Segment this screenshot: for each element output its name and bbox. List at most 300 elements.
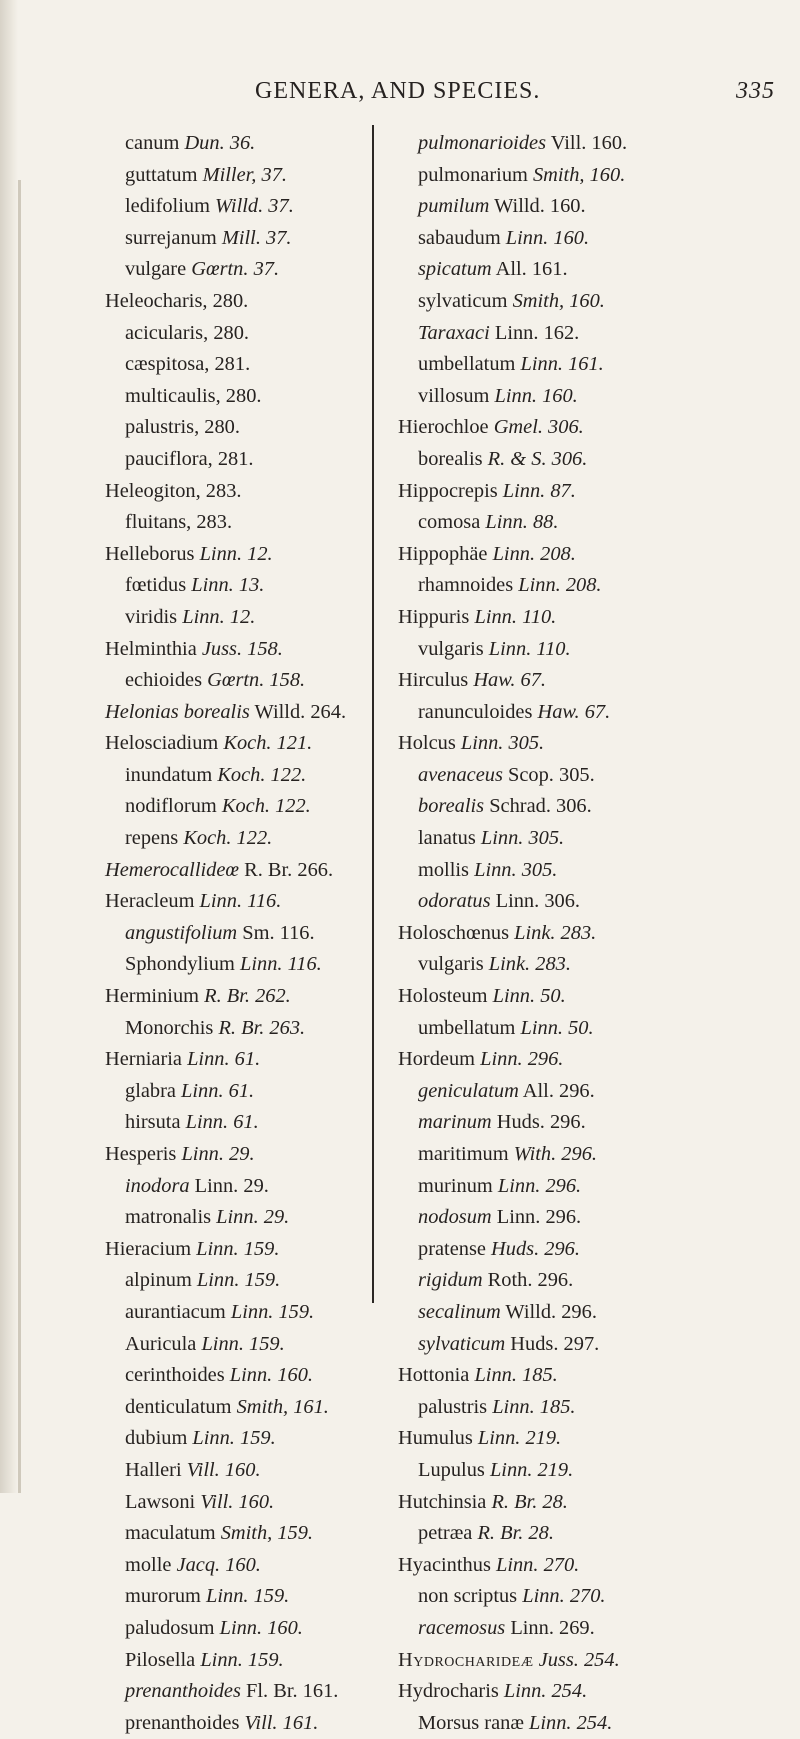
entry-name: acicularis, 280. <box>125 321 249 344</box>
genus-entry <box>398 1423 728 1455</box>
genus-entry <box>105 286 435 318</box>
species-entry <box>398 1234 728 1266</box>
entry-name: surrejanum <box>125 226 217 249</box>
entry-name: petræa <box>418 1522 473 1545</box>
entry-reference: Linn. 159. <box>200 1585 290 1608</box>
entry-name: Holcus <box>398 732 456 755</box>
entry-name: Herminium <box>105 985 200 1008</box>
species-entry <box>105 665 435 697</box>
entry-name: umbellatum <box>418 1016 516 1039</box>
species-entry <box>105 1581 435 1613</box>
species-entry <box>105 1550 435 1582</box>
entry-reference: Linn. 159. <box>225 1300 315 1323</box>
entry-name: pulmonarium <box>418 163 528 186</box>
species-entry <box>398 791 728 823</box>
entry-reference: Linn. 254. <box>498 1680 588 1703</box>
entry-reference: Huds. 297. <box>505 1332 600 1355</box>
entry-name: Humulus <box>398 1427 473 1450</box>
entry-reference: Gmel. 306. <box>488 416 584 439</box>
genus-entry <box>105 1234 435 1266</box>
entry-name: Holoschœnus <box>398 921 510 944</box>
page-number: 335 <box>736 78 775 104</box>
species-entry <box>105 1645 435 1677</box>
entry-name: Auricula <box>125 1332 197 1355</box>
entry-reference: Fl. Br. 161. <box>240 1680 339 1703</box>
species-entry <box>398 1107 728 1139</box>
entry-name: Heracleum <box>105 890 195 913</box>
species-entry <box>398 349 728 381</box>
entry-name: Monorchis <box>125 1016 214 1039</box>
entry-reference: Smith, 160. <box>527 163 626 186</box>
entry-name: echioides <box>125 669 203 692</box>
species-entry <box>398 1708 728 1739</box>
entry-name: Halleri <box>125 1458 182 1481</box>
entry-reference: R. & S. 306. <box>482 447 588 470</box>
entry-reference: Linn. 269. <box>505 1616 595 1639</box>
entry-name: molle <box>125 1553 172 1576</box>
entry-reference: Vill. 161. <box>239 1711 319 1734</box>
entry-reference: Schrad. 306. <box>484 795 592 818</box>
entry-name: inundatum <box>125 763 213 786</box>
entry-name: dubium <box>125 1427 188 1450</box>
entry-reference: Jacq. 160. <box>171 1553 261 1576</box>
entry-name: alpinum <box>125 1269 192 1292</box>
entry-name: palustris <box>418 1395 488 1418</box>
entry-name: inodora <box>125 1174 190 1197</box>
entry-reference: Linn. 12. <box>177 605 256 628</box>
entry-reference: Linn. 160. <box>500 226 590 249</box>
entry-name: rhamnoides <box>418 574 514 597</box>
species-entry <box>105 318 435 350</box>
entry-reference: Linn. 88. <box>480 511 559 534</box>
species-entry <box>398 886 728 918</box>
entry-reference: Sm. 116. <box>237 921 315 944</box>
entry-reference: R. Br. 266. <box>239 858 334 881</box>
entry-name: fluitans, 283. <box>125 511 233 534</box>
species-entry <box>398 1013 728 1045</box>
species-entry <box>398 570 728 602</box>
entry-reference: Willd. 296. <box>500 1300 597 1323</box>
entry-reference: Linn. 296. <box>475 1048 564 1071</box>
entry-name: vulgaris <box>418 953 484 976</box>
entry-reference: Linn. 270. <box>517 1585 606 1608</box>
entry-name: angustifolium <box>125 921 238 944</box>
species-entry <box>398 823 728 855</box>
species-entry <box>398 1613 728 1645</box>
entry-name: Morsus ranæ <box>418 1711 524 1734</box>
entry-reference: Link. 283. <box>509 921 597 944</box>
entry-name: lanatus <box>418 827 476 850</box>
species-entry <box>398 1171 728 1203</box>
genus-entry <box>398 412 728 444</box>
entry-reference: Linn. 305. <box>475 827 565 850</box>
entry-name: villosum <box>418 384 490 407</box>
entry-reference: Linn. 254. <box>523 1711 613 1734</box>
genus-entry <box>398 981 728 1013</box>
entry-name: repens <box>125 827 179 850</box>
species-entry <box>105 918 435 950</box>
entry-name: Hieracium <box>105 1237 192 1260</box>
entry-reference: Roth. 296. <box>482 1269 574 1292</box>
entry-name: denticulatum <box>125 1395 232 1418</box>
species-entry <box>398 1392 728 1424</box>
species-entry <box>398 634 728 666</box>
entry-name: Hemerocallideœ <box>105 858 240 881</box>
entry-reference: Smith, 161. <box>231 1395 329 1418</box>
entry-name: Hottonia <box>398 1364 470 1387</box>
genus-entry <box>105 1139 435 1171</box>
species-entry <box>105 254 435 286</box>
species-entry <box>105 1297 435 1329</box>
entry-reference: Smith, 160. <box>507 289 605 312</box>
entry-reference: Linn. 61. <box>175 1079 255 1102</box>
entry-name: Hesperis <box>105 1143 177 1165</box>
entry-name: maculatum <box>125 1522 216 1545</box>
species-entry <box>398 1297 728 1329</box>
species-entry <box>105 1423 435 1455</box>
entry-reference: Linn. 159. <box>187 1427 276 1450</box>
species-entry <box>105 1202 435 1234</box>
species-entry <box>105 223 435 255</box>
species-entry <box>398 318 728 350</box>
entry-reference: R. Br. 28. <box>486 1490 568 1513</box>
entry-reference: Gœrtn. 158. <box>202 669 306 692</box>
entry-reference: Linn. 50. <box>515 1016 594 1039</box>
genus-entry <box>398 665 728 697</box>
entry-reference: Dun. 36. <box>179 132 256 154</box>
species-entry <box>105 507 435 539</box>
entry-name: Hierochloe <box>398 416 489 439</box>
genus-entry <box>398 918 728 950</box>
entry-name: cerinthoides <box>125 1364 225 1387</box>
entry-name: vulgare <box>125 258 187 281</box>
running-title: GENERA, AND SPECIES. <box>255 78 541 104</box>
entry-reference: Linn. 29. <box>211 1206 290 1229</box>
species-entry <box>105 1013 435 1045</box>
entry-name: Pilosella <box>125 1648 196 1671</box>
entry-reference: Haw. 67. <box>532 700 611 723</box>
entry-name: pauciflora, 281. <box>125 447 254 470</box>
entry-reference: All. 161. <box>491 258 568 281</box>
entry-reference: Linn. 306. <box>490 890 581 913</box>
entry-reference: All. 296. <box>518 1079 595 1102</box>
entry-name: aurantiacum <box>125 1300 226 1323</box>
entry-reference: Linn. 116. <box>234 953 322 976</box>
genus-entry <box>105 1044 435 1076</box>
entry-name: Heleogiton, 283. <box>105 479 242 502</box>
entry-reference: Linn. 219. <box>484 1458 574 1481</box>
entry-name: pulmonarioides <box>418 132 547 154</box>
entry-name: racemosus <box>418 1616 506 1639</box>
entry-reference: Willd. 160. <box>489 195 586 218</box>
species-entry <box>105 1360 435 1392</box>
entry-reference: Mill. 37. <box>216 226 292 249</box>
entry-name: Hirculus <box>398 669 469 692</box>
entry-reference: R. Br. 262. <box>199 985 291 1008</box>
entry-name: geniculatum <box>418 1079 519 1102</box>
genus-entry <box>398 728 728 760</box>
genus-entry <box>398 1550 728 1582</box>
genus-entry <box>398 1044 728 1076</box>
species-entry <box>105 1265 435 1297</box>
genus-entry <box>398 602 728 634</box>
entry-name: rigidum <box>418 1269 483 1292</box>
entry-reference: Linn. 116. <box>194 890 282 913</box>
species-entry <box>398 855 728 887</box>
genus-entry <box>105 697 435 729</box>
genus-entry <box>398 1360 728 1392</box>
genus-entry <box>105 476 435 508</box>
entry-reference: Linn. 29. <box>189 1174 269 1197</box>
entry-name: Helleborus <box>105 542 195 565</box>
entry-reference: Juss. 158. <box>196 637 283 660</box>
species-entry <box>105 760 435 792</box>
species-entry <box>105 1076 435 1108</box>
entry-name: Sphondylium <box>125 953 235 976</box>
species-entry <box>105 1613 435 1645</box>
entry-name: maritimum <box>418 1143 509 1165</box>
genus-entry <box>398 476 728 508</box>
species-entry <box>398 697 728 729</box>
entry-name: sylvaticum <box>418 1332 506 1355</box>
entry-reference: Linn. 50. <box>487 985 566 1008</box>
entry-name: nodiflorum <box>125 795 217 818</box>
species-entry <box>398 507 728 539</box>
entry-reference: Linn. 219. <box>472 1427 562 1450</box>
entry-reference: Huds. 296. <box>485 1237 580 1260</box>
entry-name: pumilum <box>418 195 490 218</box>
entry-name: palustris, 280. <box>125 416 240 439</box>
entry-name: Hyacinthus <box>398 1553 491 1576</box>
entry-reference: Vill. 160. <box>546 132 628 154</box>
entry-reference: Huds. 296. <box>491 1111 586 1134</box>
species-entry <box>105 1518 435 1550</box>
entry-name: nodosum <box>418 1206 492 1229</box>
entry-reference: Linn. 208. <box>487 542 576 565</box>
entry-name: Hydrocharis <box>398 1680 499 1703</box>
entry-reference: Koch. 122. <box>178 827 273 850</box>
entry-reference: Linn. 305. <box>469 858 558 881</box>
species-entry <box>105 823 435 855</box>
species-entry <box>398 1329 728 1361</box>
entry-name: Lupulus <box>418 1458 485 1481</box>
entry-name: comosa <box>418 511 481 534</box>
entry-reference: Linn. 185. <box>487 1395 576 1418</box>
entry-reference: Linn. 61. <box>180 1111 259 1134</box>
entry-reference: Linn. 296. <box>492 1174 582 1197</box>
genus-entry <box>105 539 435 571</box>
entry-name: Hippuris <box>398 605 470 628</box>
index-column-left <box>105 128 435 1739</box>
entry-name: mollis <box>418 858 469 881</box>
entry-reference: Link. 283. <box>483 953 571 976</box>
species-entry <box>398 1076 728 1108</box>
species-entry <box>398 1139 728 1171</box>
entry-name: sabaudum <box>418 226 501 249</box>
entry-name: non scriptus <box>418 1585 518 1608</box>
genus-entry <box>105 981 435 1013</box>
species-entry <box>105 602 435 634</box>
entry-name: Hippophäe <box>398 542 488 565</box>
species-entry <box>105 160 435 192</box>
entry-name: sylvaticum <box>418 289 508 312</box>
species-entry <box>105 349 435 381</box>
entry-name: umbellatum <box>418 353 516 376</box>
species-entry <box>105 1708 435 1739</box>
entry-reference: Linn. 159. <box>195 1648 284 1671</box>
entry-name: spicatum <box>418 258 492 281</box>
entry-name: Hippocrepis <box>398 479 498 502</box>
entry-reference: Scop. 305. <box>502 763 595 786</box>
entry-reference: Linn. 110. <box>469 605 557 628</box>
entry-reference: Linn. 160. <box>214 1616 303 1639</box>
entry-reference: Vill. 160. <box>195 1490 275 1513</box>
entry-reference: Linn. 305. <box>455 732 545 755</box>
entry-name: Helminthia <box>105 637 197 660</box>
entry-reference: Willd. 37. <box>209 195 294 218</box>
entry-name: cæspitosa, 281. <box>125 353 251 376</box>
entry-name: vulgaris <box>418 637 484 660</box>
species-entry <box>105 381 435 413</box>
species-entry <box>105 412 435 444</box>
species-entry <box>398 760 728 792</box>
entry-reference: Koch. 122. <box>212 763 307 786</box>
binding-spine <box>18 180 21 1493</box>
genus-entry <box>398 1645 728 1677</box>
entry-name: murinum <box>418 1174 493 1197</box>
entry-reference: Linn. 29. <box>176 1143 255 1165</box>
entry-name: Herniaria <box>105 1048 182 1071</box>
entry-reference: Miller, 37. <box>197 163 287 186</box>
species-entry <box>398 1581 728 1613</box>
species-entry <box>105 1329 435 1361</box>
entry-reference: Linn. 270. <box>490 1553 580 1576</box>
entry-name: fœtidus <box>125 574 187 597</box>
entry-name: secalinum <box>418 1300 501 1323</box>
entry-reference: Linn. 12. <box>194 542 273 565</box>
entry-reference: Linn. 110. <box>483 637 571 660</box>
entry-name: prenanthoides <box>125 1680 241 1703</box>
entry-reference: Linn. 160. <box>489 384 578 407</box>
species-entry <box>398 191 728 223</box>
running-header <box>255 78 775 105</box>
entry-reference: Linn. 159. <box>196 1332 285 1355</box>
species-entry <box>398 1265 728 1297</box>
entry-reference: Linn. 61. <box>181 1048 261 1071</box>
entry-reference: Linn. 296. <box>491 1206 582 1229</box>
species-entry <box>105 1107 435 1139</box>
entry-name: canum <box>125 132 180 154</box>
species-entry <box>398 286 728 318</box>
entry-reference: Gœrtn. 37. <box>186 258 280 281</box>
species-entry <box>398 1518 728 1550</box>
entry-name: Heleocharis, 280. <box>105 289 249 312</box>
entry-name: Lawsoni <box>125 1490 196 1513</box>
entry-name: borealis <box>418 795 485 818</box>
entry-name: viridis <box>125 605 178 628</box>
genus-entry <box>105 855 435 887</box>
entry-reference: Linn. 159. <box>191 1269 281 1292</box>
entry-reference: Vill. 160. <box>181 1458 261 1481</box>
entry-name: murorum <box>125 1585 201 1608</box>
species-entry <box>398 128 728 160</box>
species-entry <box>398 160 728 192</box>
species-entry <box>105 570 435 602</box>
entry-name: multicaulis, 280. <box>125 384 262 407</box>
entry-name: Hutchinsia <box>398 1490 487 1513</box>
genus-entry <box>398 1676 728 1708</box>
entry-name: glabra <box>125 1079 176 1102</box>
species-entry <box>105 1455 435 1487</box>
entry-name: Taraxaci <box>418 321 490 344</box>
entry-name: marinum <box>418 1111 492 1134</box>
entry-reference: Smith, 159. <box>215 1522 314 1545</box>
entry-name: Holosteum <box>398 985 488 1008</box>
entry-reference: R. Br. 28. <box>472 1522 554 1545</box>
entry-reference: Koch. 121. <box>218 732 313 755</box>
species-entry <box>398 949 728 981</box>
page-edge-shadow <box>0 0 18 1493</box>
species-entry <box>398 254 728 286</box>
species-entry <box>398 381 728 413</box>
entry-reference: Linn. 161. <box>515 353 604 376</box>
genus-entry <box>105 634 435 666</box>
entry-reference: Linn. 185. <box>469 1364 558 1387</box>
entry-reference: Haw. 67. <box>468 669 547 692</box>
entry-name: avenaceus <box>418 763 503 786</box>
species-entry <box>398 223 728 255</box>
entry-reference: Willd. 264. <box>249 700 347 723</box>
entry-name: prenanthoides <box>125 1711 240 1734</box>
entry-reference: Linn. 87. <box>497 479 576 502</box>
entry-name: ledifolium <box>125 195 210 218</box>
entry-name: Hydrocharideæ <box>398 1648 534 1671</box>
entry-reference: R. Br. 263. <box>213 1016 306 1039</box>
index-column-right <box>398 128 728 1739</box>
entry-reference: Linn. 208. <box>513 574 602 597</box>
species-entry <box>398 1455 728 1487</box>
species-entry <box>105 949 435 981</box>
entry-reference: With. 296. <box>508 1143 597 1165</box>
species-entry <box>105 1487 435 1519</box>
species-entry <box>105 444 435 476</box>
entry-name: matronalis <box>125 1206 212 1229</box>
entry-reference: Linn. 13. <box>186 574 265 597</box>
genus-entry <box>105 886 435 918</box>
species-entry <box>105 1676 435 1708</box>
species-entry <box>105 791 435 823</box>
entry-reference: Linn. 162. <box>489 321 580 344</box>
species-entry <box>398 444 728 476</box>
entry-reference: Juss. 254. <box>533 1648 620 1671</box>
entry-name: hirsuta <box>125 1111 181 1134</box>
entry-name: odoratus <box>418 890 491 913</box>
species-entry <box>105 1392 435 1424</box>
entry-name: ranunculoides <box>418 700 533 723</box>
entry-reference: Linn. 160. <box>224 1364 314 1387</box>
entry-name: borealis <box>418 447 483 470</box>
genus-entry <box>105 728 435 760</box>
genus-entry <box>398 1487 728 1519</box>
species-entry <box>105 1171 435 1203</box>
species-entry <box>105 128 435 160</box>
entry-name: guttatum <box>125 163 198 186</box>
entry-name: paludosum <box>125 1616 215 1639</box>
entry-name: Helosciadium <box>105 732 219 755</box>
entry-name: Hordeum <box>398 1048 476 1071</box>
species-entry <box>398 1202 728 1234</box>
species-entry <box>105 191 435 223</box>
